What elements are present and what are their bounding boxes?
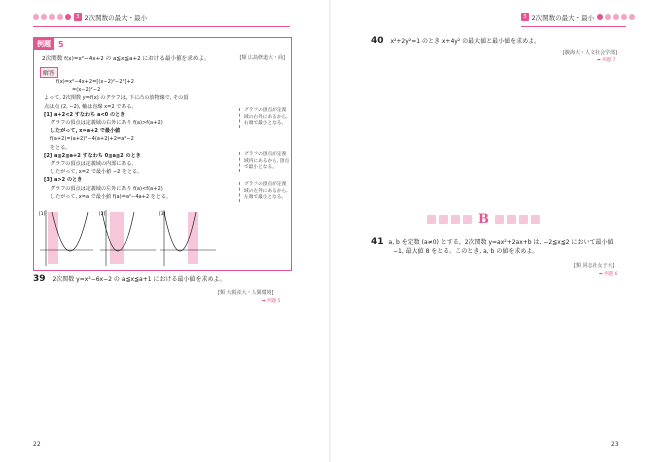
header-rule: [521, 26, 626, 27]
example-ref: ➡ 例題 6: [599, 272, 618, 277]
section-b-label: B: [478, 212, 489, 227]
side-note: グラフの頂点が定義域の左外にあるから, 左端で最小となる。: [239, 182, 290, 202]
right-page: [331, 0, 660, 462]
problem-text-line2: −1, 最大値 8 をとる。このとき, a, b の値を求めよ。: [393, 248, 539, 255]
example-problem: 2次関数 f(x)=x²−4x+2 の a≦x≦a+2 における最小値を求めよ。: [42, 56, 210, 62]
side-note: グラフの頂点が定義域内にあるから, 頂点で最小となる。: [239, 152, 290, 172]
solution-line: したがって, x=2 で最小値 −2 をとる。: [50, 169, 143, 176]
example-badge: 例題: [34, 38, 54, 50]
problem-source: [駿海大・人文社会学部]: [563, 50, 617, 56]
example-number: 5: [58, 39, 64, 49]
left-page: [0, 0, 329, 462]
solution-line: したがって, x=a+2 で最小値: [50, 128, 121, 135]
example-heading: [34, 38, 64, 50]
page-number-left: 22: [33, 441, 41, 448]
example-source: [類 広島修道大・商]: [239, 55, 285, 61]
solution-line: よって, 2次関数 y=f(x) のグラフは, 下に凸の放物線で, その頂: [44, 95, 189, 102]
graph-case-1: [39, 210, 93, 266]
problem-text-line1: a, b を定数 (a≠0) とする。2次関数 y=ax²+2ax+b は, −2≦x≦2 において最小値: [388, 239, 614, 246]
graph-label: [1]: [39, 212, 46, 217]
solution-line: =(x−2)²−2: [72, 87, 101, 94]
example-ref: ➡ 例題 5: [262, 299, 281, 304]
header-rule: [33, 26, 290, 27]
header-dots: [33, 14, 71, 20]
solution-line: グラフの頂点は定義域の左外にあり f(a)<f(a+2): [50, 185, 163, 192]
solution-line: をとる。: [50, 144, 71, 151]
header-title: 2次関数の最大・最小: [84, 13, 148, 22]
section-b-heading: [427, 212, 540, 227]
problem-number: 40: [371, 36, 384, 46]
solution-line: グラフの頂点は定義域の右外にあり f(a)>f(a+2): [50, 120, 163, 127]
section-tag: 3: [523, 14, 527, 20]
parabola-graphs: [38, 210, 218, 266]
graph-case-3: [159, 210, 216, 266]
solution-line: 点は点 (2, −2), 軸は直線 x=2 である。: [44, 103, 137, 110]
solution-line: [1] a+2<2 すなわち a<0 のとき: [44, 111, 126, 118]
right-header: [521, 10, 635, 24]
header-dots: [597, 14, 635, 20]
graph-label: [3]: [159, 212, 166, 217]
problem-text: 2次関数 y=x²−6x−2 の a≦x≦a+1 における最小値を求めよ。: [52, 276, 226, 283]
graph-case-2: [99, 210, 156, 266]
solution-line: したがって, x=a で最小値 f(a)=a²−4a+2 をとる。: [50, 193, 172, 200]
problem-number: 41: [371, 237, 384, 247]
solution-line: f(x)=x²−4x+2=[(x−2)²−2²]+2: [56, 79, 134, 85]
header-title: 2次関数の最大・最小: [531, 13, 595, 22]
example-box: [33, 37, 292, 271]
problem-number: 39: [33, 274, 46, 284]
section-tag: 3: [76, 14, 80, 20]
graph-label: [2]: [99, 212, 106, 217]
page-number-right: 23: [611, 441, 619, 448]
problem-source: [類 大阪産大・人間環境]: [218, 290, 274, 296]
side-note: グラフの頂点が定義域の右外にあるから, 右端で最小となる。: [239, 108, 290, 128]
problem-40: [371, 37, 540, 46]
solution-line: [3] a>2 のとき: [44, 177, 83, 184]
solution-line: f(a+2)=(a+2)²−4(a+2)+2=a²−2: [50, 136, 134, 143]
example-ref: ➡ 例題 7: [597, 58, 616, 63]
left-header: [33, 10, 147, 24]
problem-text: x²+2y²=1 のとき x+4y² の最大値と最小値を求めよ。: [390, 38, 541, 45]
solution-text: [44, 78, 232, 201]
solution-line: グラフの頂点は定義域の内部にある。: [50, 161, 137, 168]
problem-41: [371, 238, 614, 256]
problem-39: [33, 274, 225, 284]
solution-line: [2] a≦2≦a+2 すなわち 0≦a≦2 のとき: [44, 152, 141, 159]
solution-label: 解答: [40, 67, 58, 78]
problem-source: [類 同志社女子大]: [574, 263, 615, 269]
